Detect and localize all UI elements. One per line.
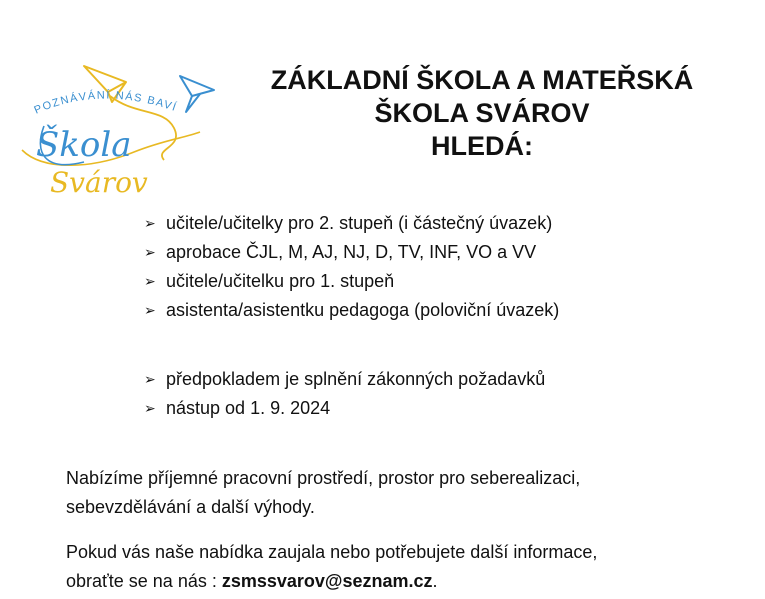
list-item [144,394,545,423]
list-item [144,238,559,267]
list-item [144,296,559,325]
contact-paragraph [66,538,726,596]
position-text: aprobace ČJL, M, AJ, NJ, D, TV, INF, VO a VV [166,242,537,262]
heading-line-3: HLEDÁ: [431,131,533,161]
list-item [144,365,545,394]
contact-email[interactable]: zsmssvarov@seznam.cz [221,571,433,591]
contact-suffix: . [432,571,438,591]
position-text: učitele/učitelku pro 1. stupeň [166,271,395,291]
heading-line-1: ZÁKLADNÍ ŠKOLA A MATEŘSKÁ [270,65,694,95]
list-item [144,209,559,238]
arrow-bullet-icon: ➢ [144,400,156,416]
logo-word-skola: Škola [36,125,132,165]
arrow-bullet-icon: ➢ [144,371,156,387]
position-text: učitele/učitelky pro 2. stupeň (i částečný úvazek) [166,213,553,233]
list-item [144,267,559,296]
arrow-bullet-icon: ➢ [144,215,156,231]
positions-list [144,209,559,325]
page-heading [222,64,742,163]
offer-line-2: sebevzdělávání a další výhody. [66,497,315,517]
position-text: asistenta/asistentku pedagoga (poloviční úvazek) [166,300,560,320]
contact-line-1: Pokud vás naše nabídka zaujala nebo potřebujete další informace, [66,542,598,562]
arrow-bullet-icon: ➢ [144,302,156,318]
contact-prefix: obraťte se na nás : [66,571,222,591]
conditions-list [144,365,545,423]
school-logo [14,52,222,202]
condition-text: předpokladem je splnění zákonných požadavků [166,369,546,389]
condition-text: nástup od 1. 9. 2024 [166,398,331,418]
logo-motto: POZNÁVÁNÍ NÁS BAVÍ [32,89,179,117]
offer-line-1: Nabízíme příjemné pracovní prostředí, prostor pro seberealizaci, [66,468,581,488]
logo-word-svarov: Svárov [50,166,148,199]
heading-line-2: ŠKOLA SVÁROV [374,98,590,128]
offer-paragraph [66,464,726,522]
arrow-bullet-icon: ➢ [144,273,156,289]
blue-paper-plane-icon [180,76,214,112]
logo-graphic [14,52,222,202]
arrow-bullet-icon: ➢ [144,244,156,260]
